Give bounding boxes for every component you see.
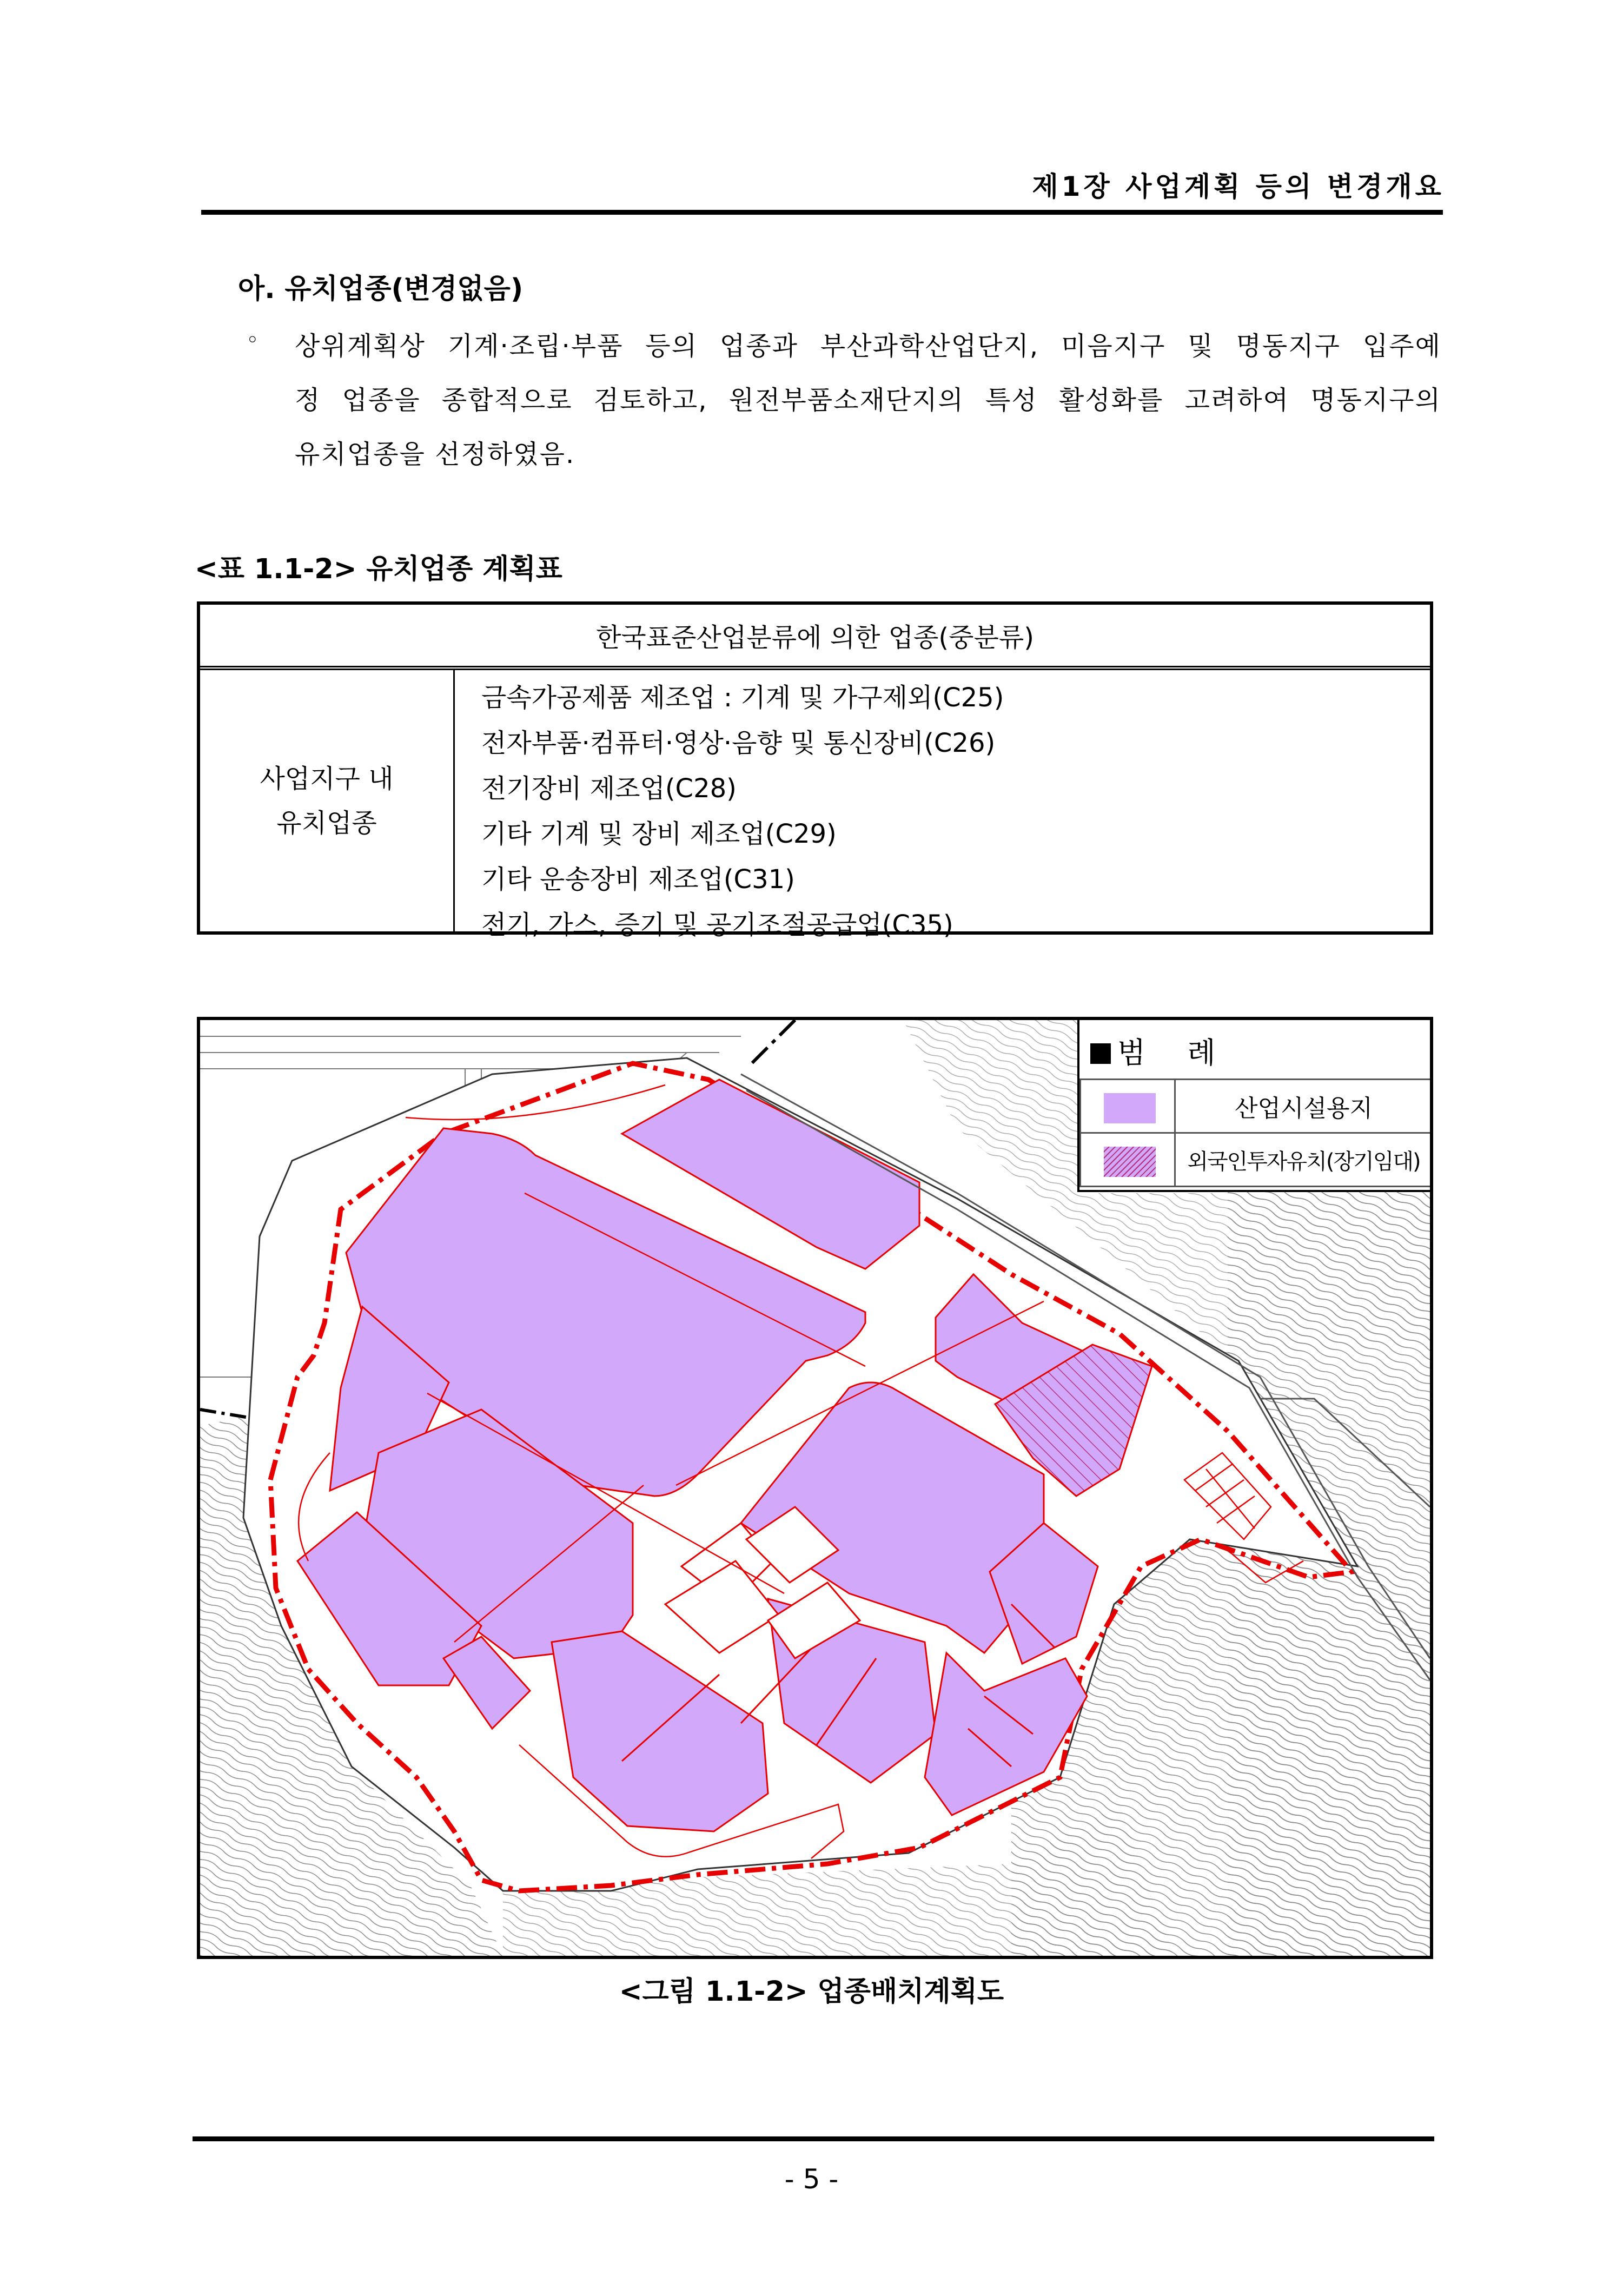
chapter-title: 제1장 사업계획 등의 변경개요 bbox=[1032, 171, 1445, 202]
header-rule bbox=[201, 210, 1443, 215]
industry-list bbox=[481, 675, 1004, 948]
industry-plan-table bbox=[197, 601, 1433, 940]
map-legend bbox=[1077, 1020, 1433, 1192]
paragraph-line-3: 유치업종을 선정하였음. bbox=[295, 439, 575, 469]
figure-caption: <그림 1.1-2> 업종배치계획도 bbox=[619, 1976, 1004, 2008]
category-line-2: 유치업종 bbox=[276, 808, 377, 838]
category-line-1: 사업지구 내 bbox=[260, 763, 394, 794]
industrial-swatch bbox=[1104, 1093, 1156, 1123]
site-plan-figure bbox=[197, 1017, 1433, 1959]
bullet-mark: ◦ bbox=[246, 328, 259, 353]
paragraph-line-2: 정 업종을 종합적으로 검토하고, 원전부품소재단지의 특성 활성화를 고려하여 명동지구의 bbox=[295, 385, 1441, 415]
page-number: - 5 - bbox=[784, 2163, 839, 2195]
industry-item: 기타 기계 및 장비 제조업(C29) bbox=[481, 819, 837, 849]
legend-item-foreign-investment bbox=[1079, 1132, 1433, 1187]
legend-label: 외국인투자유치(장기임대) bbox=[1176, 1132, 1433, 1187]
legend-square-icon bbox=[1090, 1043, 1111, 1064]
section-heading: 아. 유치업종(변경없음) bbox=[238, 273, 524, 305]
industry-item: 전자부품·컴퓨터·영상·음향 및 통신장비(C26) bbox=[481, 728, 996, 758]
paragraph-line-1: 상위계획상 기계·조립·부품 등의 업종과 부산과학산업단지, 미음지구 및 명동지구 입주예 bbox=[295, 331, 1441, 361]
table-caption: <표 1.1-2> 유치업종 계획표 bbox=[195, 553, 562, 585]
table-header: 한국표준산업분류에 의한 업종(중분류) bbox=[200, 605, 1430, 670]
legend-title: 범 례 bbox=[1090, 1030, 1232, 1071]
legend-label: 산업시설용지 bbox=[1176, 1078, 1433, 1134]
industry-item: 금속가공제품 제조업 : 기계 및 가구제외(C25) bbox=[481, 683, 1004, 713]
industry-item: 전기장비 제조업(C28) bbox=[481, 773, 737, 804]
industry-item: 기타 운송장비 제조업(C31) bbox=[481, 864, 795, 895]
footer-rule bbox=[193, 2136, 1434, 2141]
legend-item-industrial bbox=[1079, 1078, 1433, 1134]
table-category-cell bbox=[200, 670, 455, 931]
hatched-swatch bbox=[1104, 1147, 1156, 1177]
industry-item: 전기, 가스, 증기 및 공기조절공급업(C35) bbox=[481, 910, 953, 940]
